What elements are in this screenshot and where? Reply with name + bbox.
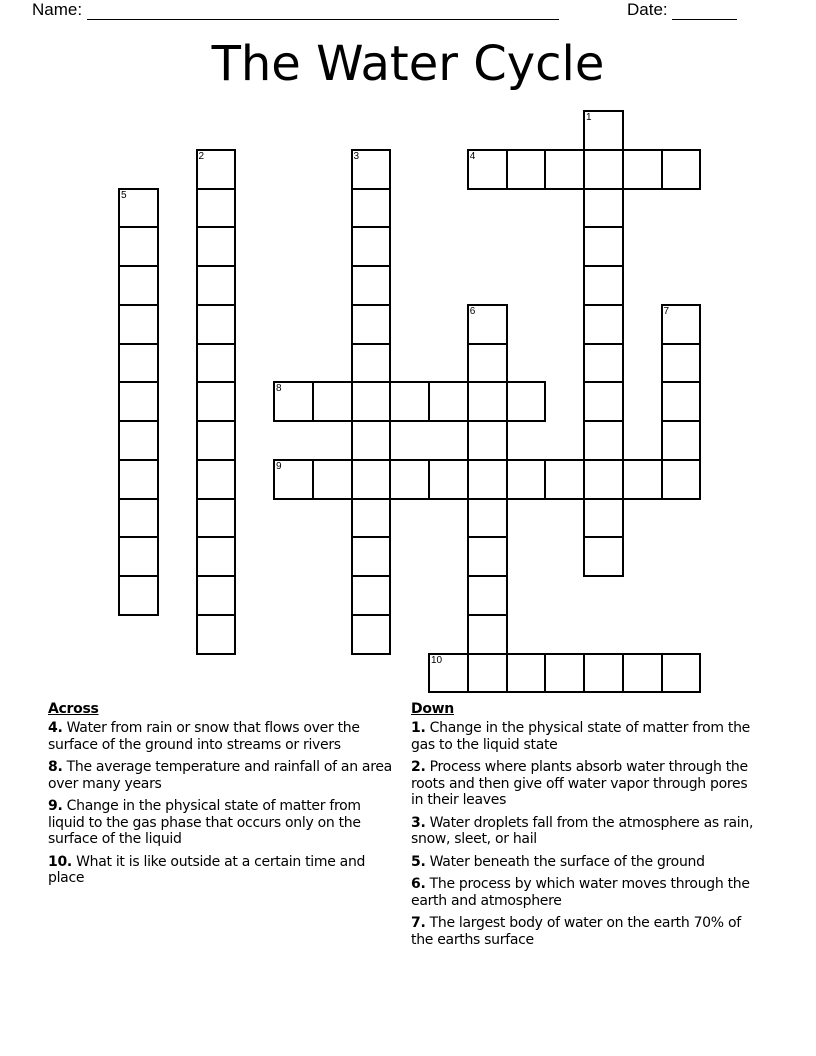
grid-cell[interactable] [428, 381, 469, 422]
grid-cell[interactable] [196, 343, 237, 384]
grid-cell[interactable] [661, 420, 702, 461]
grid-cell[interactable] [661, 459, 702, 500]
grid-cell[interactable] [661, 653, 702, 694]
grid-cell[interactable] [428, 459, 469, 500]
grid-cell[interactable] [467, 653, 508, 694]
clue-across-4: 4. Water from rain or snow that flows over the surface of the ground into streams or rivers [48, 720, 360, 753]
name-field[interactable] [32, 0, 559, 20]
date-line[interactable] [672, 3, 737, 20]
across-clues [48, 701, 393, 893]
date-field[interactable] [627, 0, 737, 20]
cell-number: 8 [276, 383, 282, 395]
grid-cell[interactable] [583, 343, 624, 384]
clue-down-1: 1. Change in the physical state of matter from the gas to the liquid state [411, 720, 750, 753]
grid-cell[interactable] [467, 614, 508, 655]
grid-cell[interactable] [196, 459, 237, 500]
grid-cell[interactable] [118, 575, 159, 616]
grid-cell[interactable] [118, 226, 159, 267]
cell-number: 1 [586, 112, 592, 123]
grid-cell[interactable] [467, 381, 508, 422]
grid-cell[interactable] [506, 381, 547, 422]
grid-cell[interactable] [583, 498, 624, 539]
grid-cell[interactable] [118, 381, 159, 422]
grid-cell[interactable] [389, 459, 430, 500]
grid-cell[interactable] [467, 575, 508, 616]
grid-cell[interactable] [506, 149, 547, 190]
cell-number: 3 [353, 150, 360, 162]
grid-cell[interactable] [467, 304, 508, 345]
grid-cell[interactable] [118, 459, 159, 500]
grid-cell[interactable] [196, 575, 237, 616]
grid-cell[interactable] [467, 498, 508, 539]
down-heading: Down [411, 701, 454, 717]
grid-cell[interactable] [583, 653, 624, 694]
grid-cell[interactable] [544, 459, 585, 500]
grid-cell[interactable] [544, 149, 585, 190]
grid-cell[interactable] [196, 188, 237, 229]
grid-cell[interactable] [351, 614, 392, 655]
grid-cell[interactable] [196, 420, 237, 461]
grid-cell[interactable] [467, 420, 508, 461]
grid-cell[interactable] [351, 343, 392, 384]
grid-cell[interactable] [196, 304, 237, 345]
grid-cell[interactable] [583, 304, 624, 345]
clue-across-8: 8. The average temperature and rainfall of an area over many years [48, 759, 392, 792]
name-label: Name: [32, 0, 83, 19]
grid-cell[interactable] [196, 149, 237, 190]
grid-cell[interactable] [661, 304, 702, 345]
grid-cell[interactable] [196, 614, 237, 655]
grid-cell[interactable] [196, 226, 237, 267]
page-title: The Water Cycle [211, 36, 605, 92]
grid-cell[interactable] [351, 188, 392, 229]
grid-cell[interactable] [583, 420, 624, 461]
clue-down-3: 3. Water droplets fall from the atmosphere as rain, snow, sleet, or hail [411, 814, 754, 847]
grid-cell[interactable] [467, 343, 508, 384]
name-line[interactable] [87, 3, 559, 20]
clue-down-6: 6. The process by which water moves through the earth and atmosphere [411, 876, 750, 909]
cell-number: 10 [431, 654, 443, 666]
grid-cell[interactable] [118, 343, 159, 384]
grid-cell[interactable] [622, 149, 663, 190]
grid-cell[interactable] [661, 381, 702, 422]
grid-cell[interactable] [506, 653, 547, 694]
grid-cell[interactable] [351, 265, 392, 306]
clue-down-2: 2. Process where plants absorb water through the roots and then give off water vapor through pores in their leaves [411, 759, 748, 808]
grid-cell[interactable] [351, 304, 392, 345]
grid-cell[interactable] [196, 498, 237, 539]
grid-cell[interactable] [544, 653, 585, 694]
clue-across-9: 9. Change in the physical state of matter from liquid to the gas phase that occurs only on the surface of the liquid [48, 798, 361, 847]
grid-cell[interactable] [351, 536, 392, 577]
grid-cell[interactable] [273, 459, 314, 500]
grid-cell[interactable] [583, 536, 624, 577]
across-heading: Across [48, 701, 99, 717]
grid-cell[interactable] [583, 381, 624, 422]
cell-number: 9 [276, 460, 282, 472]
grid-cell[interactable] [118, 265, 159, 306]
grid-cell[interactable] [351, 226, 392, 267]
grid-cell[interactable] [118, 420, 159, 461]
grid-cell[interactable] [661, 149, 702, 190]
clue-down-7: 7. The largest body of water on the earth 70% of the earths surface [411, 915, 741, 948]
grid-cell[interactable] [583, 110, 624, 151]
clue-down-5: 5. Water beneath the surface of the ground [411, 853, 705, 870]
grid-cell[interactable] [622, 653, 663, 694]
grid-cell[interactable] [196, 381, 237, 422]
grid-cell[interactable] [583, 226, 624, 267]
grid-cell[interactable] [583, 149, 624, 190]
cell-number: 5 [121, 189, 127, 201]
cell-number: 2 [198, 150, 205, 162]
grid-cell[interactable] [506, 459, 547, 500]
grid-cell[interactable] [467, 536, 508, 577]
grid-cell[interactable] [351, 459, 392, 500]
date-label: Date: [627, 0, 668, 19]
grid-cell[interactable] [661, 343, 702, 384]
grid-cell[interactable] [428, 653, 469, 694]
grid-cell[interactable] [467, 149, 508, 190]
cell-number: 4 [469, 150, 476, 162]
cell-number: 6 [469, 305, 476, 317]
grid-cell[interactable] [389, 381, 430, 422]
grid-cell[interactable] [622, 459, 663, 500]
grid-cell[interactable] [118, 304, 159, 345]
grid-cell[interactable] [118, 188, 159, 229]
grid-cell[interactable] [118, 498, 159, 539]
grid-cell[interactable] [467, 459, 508, 500]
grid-cell[interactable] [351, 498, 392, 539]
grid-cell[interactable] [351, 149, 392, 190]
grid-cell[interactable] [583, 265, 624, 306]
grid-cell[interactable] [118, 536, 159, 577]
grid-cell[interactable] [196, 536, 237, 577]
grid-cell[interactable] [351, 381, 392, 422]
grid-cell[interactable] [351, 575, 392, 616]
grid-cell[interactable] [196, 265, 237, 306]
grid-cell[interactable] [351, 420, 392, 461]
grid-cell[interactable] [583, 188, 624, 229]
grid-cell[interactable] [273, 381, 314, 422]
grid-cell[interactable] [583, 459, 624, 500]
down-clues [411, 701, 756, 954]
clue-across-10: 10. What it is like outside at a certain time and place [48, 853, 366, 886]
grid-cell[interactable] [312, 381, 353, 422]
cell-number: 7 [663, 305, 670, 317]
grid-cell[interactable] [312, 459, 353, 500]
